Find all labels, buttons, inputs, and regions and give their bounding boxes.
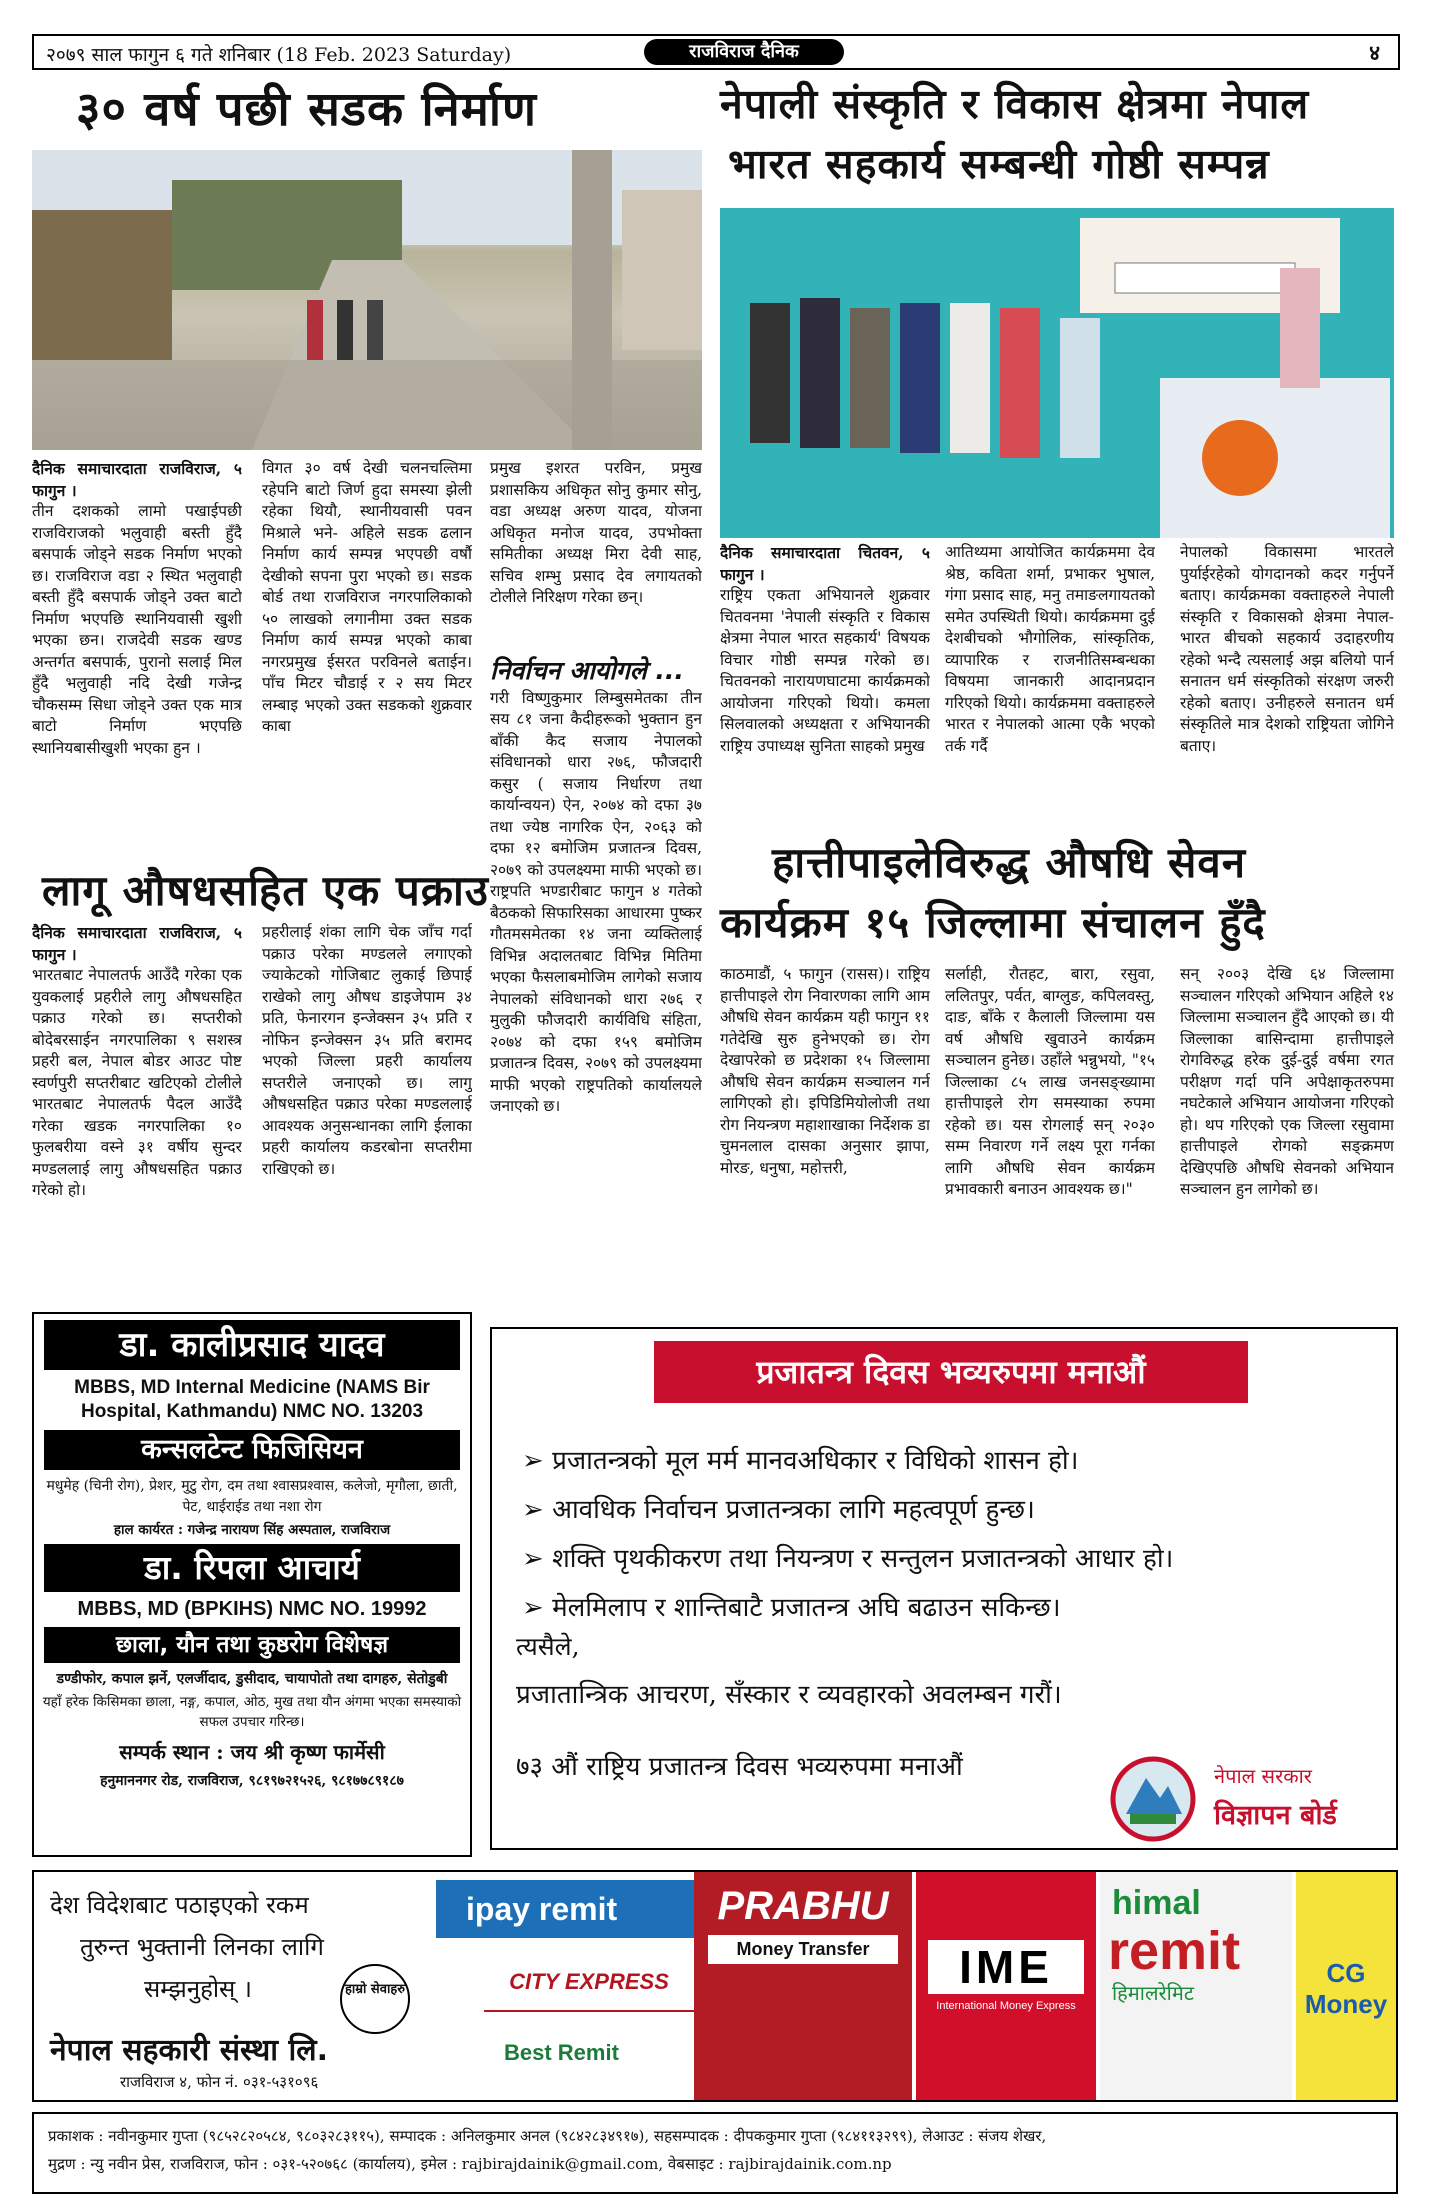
story1-text-1: तीन दशकको लामो पखाईपछी राजविराजको भलुवाही बस्ती हुँदै बसपार्क जोड्ने सडक निर्माण भएको छ। राजविराज वडा २ स्थित भलुवाही बस्ती हुँदै बसपार्क जोड्ने उक्त बाटो निर्माण भएपछि स्थानियवासी खुशी भएका छन। राजदेवी सडक खण्ड अन्तर्गत बसपार्क, पुरानो सलाई मिल हुँदै भलुवाही नदि देखी गजेन्द्र चौकसम्म सिधा जोड्ने उक्त एक मात्र बाटो निर्माण भएपछि स्थानियबासीखुशी भएका हुन ।	[32, 502, 242, 757]
imprint-footer	[32, 2112, 1398, 2194]
page-number: ४	[1369, 40, 1380, 65]
remit-text-line1: देश विदेशबाट पठाइएको रकम	[50, 1891, 309, 1919]
democracy-day-advertisement	[490, 1327, 1398, 1850]
seminar-photo	[720, 208, 1394, 538]
story4-column-2	[945, 964, 1155, 1314]
imprint-line2: मुद्रण : न्यु नवीन प्रेस, राजविराज, फोन : ०३१-५२०७६८ (कार्यालय), इमेल : rajbirajdainik@gmail.com, वेबसाइट : rajbirajdainik.com.np	[48, 2155, 892, 2173]
masthead: राजविराज दैनिक	[644, 39, 844, 65]
nepal-emblem-icon	[1108, 1754, 1198, 1844]
release-subhead: निर्वाचन आयोगले ...	[490, 656, 684, 685]
services-badge: हाम्रो सेवाहरु	[340, 1964, 410, 2034]
best-remit-logo: Best Remit	[504, 2040, 619, 2065]
cooperative-address: राजविराज ४, फोन नं. ०३१-५३१०९६	[120, 2073, 319, 2091]
ipay-remit-logo: ipay remit	[436, 1880, 694, 1938]
arrow-icon: ➢	[522, 1495, 553, 1525]
story2-column-2	[945, 542, 1155, 832]
doctor2-title: छाला, यौन तथा कुष्ठरोग विशेषज्ञ	[44, 1627, 460, 1663]
himal-remit-logo: himal remit हिमालरेमिट	[1100, 1872, 1292, 2100]
doctor2-treatment: यहाँ हरेक किसिमका छाला, नङ्ग, कपाल, ओठ, मुख तथा यौन अंगमा भएका समस्याको सफल उपचार गरिन्छ।	[42, 1694, 462, 1730]
city-express-logo: CITY EXPRESS	[484, 1952, 694, 2012]
remit-text-line3: सम्झनुहोस् ।	[144, 1975, 252, 2003]
doctor1-title: कन्सलटेन्ट फिजिसियन	[44, 1430, 460, 1470]
prabhu-logo: PRABHU Money Transfer	[694, 1872, 912, 2100]
cooperative-name: नेपाल सहकारी संस्था लि.	[50, 2033, 328, 2068]
story1-text-2: विगत ३० वर्ष देखी चलनचल्तिमा रहेपनि बाटो जिर्ण हुदा समस्या झेली रहेका थियौ, स्थानीयवासी पवन मिश्राले भने- अहिले सडक ढलान निर्माण कार्य सम्पन्न भएपछी वर्षौ देखीको सपना पुरा भएको छ। सडक बोर्ड तथा राजविराज नगरपालिकाको ५० लाखको लगानीमा उक्त सडक निर्माण कार्य सम्पन्न भएको काबा नगरप्रमुख ईसरत परविनले बताईन। पाँच मिटर चौडाई र २ सय मिटर लम्बाइ भएको उक्त सडकको शुक्रवार काबा	[262, 459, 472, 735]
page-header	[32, 34, 1400, 70]
story2-column-3	[1180, 542, 1394, 832]
story2-text-1: राष्ट्रिय एकता अभियानले शुक्रवार चितवनमा 'नेपाली संस्कृति र विकास क्षेत्रमा नेपाल भारत सहकार्य' विषयक विचार गोष्ठी सम्पन्न गरेको छ। चितवनको नारायणघाटमा कार्यक्रमको आयोजना गरिएको थियो। कमला सिलवालको अध्यक्षता र अभियानकी राष्ट्रिय उपाध्यक्ष सुनिता साहको प्रमुख	[720, 586, 930, 755]
story2-byline: दैनिक समाचारदाता चितवन, ५ फागुन ।	[720, 543, 930, 584]
story2-text-3: नेपालको विकासमा भारतले पुर्याईरहेको योगदानको कदर गर्नुपर्ने बताए। कार्यक्रमका वक्ताहरुले नेपाली संस्कृति र विकासको क्षेत्रमा नेपाल-भारत बीचको सहकार्य उदाहरणीय रहेको भन्दै त्यसलाई अझ बलियो पार्न सनातन धर्म संस्कृतिको संरक्षण जरुरी रहेको बताए। उनीहरुले सनातन धर्म संस्कृतिले मात्र देशको राष्ट्रियता जोगिने बताए।	[1180, 543, 1394, 755]
story4-text-2: सर्लाही, रौतहट, बारा, रसुवा, ललितपुर, पर्वत, बाग्लुङ, कपिलवस्तु, दाङ, बाँके र कैलाली जिल्लामा यस वर्ष औषधि खुवाउने कार्यक्रम सञ्चालन हुनेछ। उहाँले भन्नुभयो, "१५ जिल्लाका ८५ लाख जनसङ्ख्यामा हात्तीपाइले रोग समस्याका रुपमा रहेको छ। यस रोगलाई सन् २०३० सम्म निवारण गर्ने लक्ष्य पूरा गर्नका लागि औषधि सेवन कार्यक्रम प्रभावकारी बनाउन आवश्यक छ।"	[945, 965, 1155, 1198]
road-photo	[32, 150, 702, 450]
story1-column-1	[32, 458, 242, 858]
doctor1-name: डा. कालीप्रसाद यादव	[44, 1320, 460, 1370]
ime-logo: IME International Money Express	[916, 1872, 1096, 2100]
doctor2-services: डण्डीफोर, कपाल झर्ने, एलर्जीदाद, डुसीदाद, चायापोतो तथा दागहरु, सेतोडुबी	[56, 1671, 448, 1687]
story4-headline-line1: हात्तीपाइलेविरुद्ध औषधि सेवन	[772, 838, 1247, 887]
arrow-icon: ➢	[522, 1593, 553, 1623]
contact-address: हनुमाननगर रोड, राजविराज, ९८१९७२१५२६, ९८१७७८९१८७	[100, 1773, 404, 1789]
story1-column-3	[490, 458, 702, 668]
story3-text-1: भारतबाट नेपालतर्फ आउँदै गरेका एक युवकलाई प्रहरीले लागु औषधसहित पक्राउ गरेको छ। सप्तरीको बोदेबरसाईन नगरपालिका ९ सशस्त्र प्रहरी बल, नेपाल बोडर आउट पोष्ट स्वर्णपुरी सप्तरीबाट खटिएको टोलीले भारतबाट नेपालतर्फ पैदल आउँदै गरेका खडक नगरपालिका १० फुलबरीया वस्ने ३१ वर्षीय सुन्दर मण्डललाई लागु औषधसहित पक्राउ गरेको हो।	[32, 966, 242, 1199]
doctor1-current: हाल कार्यरत : गजेन्द्र नारायण सिंह अस्पताल, राजविराज	[113, 1522, 391, 1538]
doctor-advertisement	[32, 1312, 472, 1857]
remittance-advertisement	[32, 1870, 1398, 2102]
ad-appeal: प्रजातान्त्रिक आचरण, सँस्कार र व्यवहारको अवलम्बन गरौं।	[516, 1680, 1062, 1710]
ad-point: ➢ शक्ति पृथकीकरण तथा नियन्त्रण र सन्तुलन प्रजातन्त्रको आधार हो।	[522, 1544, 1174, 1574]
release-text: गरी विष्णुकुमार लिम्बुसमेतका तीन सय ८१ जना कैदीहरूको भुक्तान हुन बाँकी कैद सजाय नेपालको संविधानको धारा २७६, फौजदारी कसुर ( सजाय निर्धारण तथा कार्यान्वयन) ऐन, २०७४ को दफा ३७ तथा ज्येष्ठ नागरिक ऐन, २०६३ को दफा १२ बमोजिम प्रजातन्त्र दिवस, २०७९ को उपलक्ष्यमा माफी भएको छ। राष्ट्रपति भण्डारीबाट फागुन ४ गतेको बैठकको सिफारिसका आधारमा पुष्कर गौतमसमेतका १४ जना व्यक्तिलाई विभिन्न अदालतबाट विभिन्न मितिमा भएका फैसलाबमोजिम लागेको सजाय नेपालको संविधानको धारा २७६ र मुलुकी फौजदारी कार्यविधि संहिता, २०७४ को दफा १५९ बमोजिम प्रजातन्त्र दिवस, २०७९ को उपलक्ष्यमा माफी भएको राष्ट्रपतिको कार्यालयले जनाएको छ।	[490, 688, 702, 1115]
story4-column-1	[720, 964, 930, 1314]
arrow-icon: ➢	[522, 1544, 553, 1574]
story1-column-2	[262, 458, 472, 858]
story4-headline-line2: कार्यक्रम १५ जिल्लामा संचालन हुँदै	[720, 898, 1266, 947]
remit-text-line2: तुरुन्त भुक्तानी लिनका लागि	[80, 1933, 324, 1961]
doctor1-services: मधुमेह (चिनी रोग), प्रेशर, मुटु रोग, दम तथा श्वासप्रश्वास, कलेजो, मृगौला, छाती, पेट, थाईराईड तथा नशा रोग	[46, 1478, 458, 1515]
ad-point: ➢ प्रजातन्त्रको मूल मर्म मानवअधिकार र विधिको शासन हो।	[522, 1446, 1079, 1476]
ad-therefore: त्यसैले,	[516, 1632, 580, 1661]
ad-closing: ७३ औं राष्ट्रिय प्रजातन्त्र दिवस भव्यरुपमा मनाऔं	[516, 1752, 963, 1782]
doctor2-name: डा. रिपला आचार्य	[44, 1544, 460, 1592]
story4-text-1: काठमाडौं, ५ फागुन (रासस)। राष्ट्रिय हात्तीपाइले रोग निवारणका लागि आम औषधि सेवन कार्यक्रम यही फागुन ११ गतेदेखि सुरु हुनेभएको छ। रोग देखापरेको छ प्रदेशका १५ जिल्लामा औषधि सेवन कार्यक्रम सञ्चालन गर्न लागिएको हो। इपिडिमियोलोजी तथा रोग नियन्त्रण महाशाखाका निर्देशक डा चुमनलाल दासका अनुसार झापा, मोरङ, धनुषा, महोत्तरी,	[720, 965, 930, 1177]
doctor2-qualification: MBBS, MD (BPKIHS) NMC NO. 19992	[77, 1598, 427, 1620]
story3-column-2	[262, 922, 472, 1310]
arrow-icon: ➢	[522, 1446, 553, 1476]
ad-points	[522, 1437, 1382, 1633]
story2-headline-line2: भारत सहकार्य सम्बन्धी गोष्ठी सम्पन्न	[728, 140, 1270, 188]
story3-column-1	[32, 922, 242, 1310]
release-column	[490, 652, 702, 1314]
story2-column-1	[720, 542, 930, 832]
issue-date: २०७९ साल फागुन ६ गते शनिबार (18 Feb. 2023 Saturday)	[46, 44, 512, 66]
ad-point: ➢ आवधिक निर्वाचन प्रजातन्त्रका लागि महत्वपूर्ण हुन्छ।	[522, 1495, 1035, 1525]
story3-headline: लागू औषधसहित एक पक्राउ	[42, 866, 489, 915]
doctor1-qualification: MBBS, MD Internal Medicine (NAMS Bir Hospital, Kathmandu) NMC NO. 13203	[74, 1377, 430, 1422]
ad-org-line2: विज्ञापन बोर्ड	[1214, 1800, 1337, 1831]
ad-title: प्रजातन्त्र दिवस भव्यरुपमा मनाऔं	[654, 1341, 1248, 1403]
story2-headline-line1: नेपाली संस्कृति र विकास क्षेत्रमा नेपाल	[720, 80, 1310, 128]
imprint-line1: प्रकाशक : नवीनकुमार गुप्ता (९८५२८२०५८४, ९८०३२८३११५), सम्पादक : अनिलकुमार अनल (९८४२८३४९१७), सहसम्पादक : दीपककुमार गुप्ता (९८४११३२९९), लेआउट : संजय शेखर,	[48, 2127, 1047, 2145]
story1-text-3: प्रमुख इशरत परविन, प्रमुख प्रशासकिय अधिकृत सोनु कुमार सोनु, वडा अध्यक्ष अरुण यादव, योजना अधिकृत मनोज यादव, उपभोक्ता समितीका अध्यक्ष मिरा देवी साह, सचिव शम्भु प्रसाद देव लगायतको टोलीले निरिक्षण गरेका छन्।	[490, 459, 702, 606]
story4-text-3: सन् २००३ देखि ६४ जिल्लामा सञ्चालन गरिएको अभियान अहिले १४ जिल्लामा सञ्चालन हुँदै आएको छ। यी जिल्लाका बासिन्दामा हात्तीपाइले रोगविरुद्ध हरेक दुई-दुई वर्षमा रगत परीक्षण गर्दा पनि अपेक्षाकृतरुपमा नघटेकाले अभियान आयोजना गरिएको हो। थप गरिएको एक जिल्ला रसुवामा हात्तीपाइले रोगको सङ्क्रमण देखिएपछि औषधि सेवनको अभियान सञ्चालन हुन लागेको छ।	[1180, 965, 1394, 1198]
ad-point: ➢ मेलमिलाप र शान्तिबाटै प्रजातन्त्र अघि बढाउन सकिन्छ।	[522, 1593, 1061, 1623]
ad-org-line1: नेपाल सरकार	[1214, 1764, 1312, 1788]
story2-text-2: आतिथ्यमा आयोजित कार्यक्रममा देव श्रेष्ठ, कविता शर्मा, प्रभाकर भुषाल, गंगा प्रसाद साह, मनु तमाङलगायतको समेत उपस्थिती थियो। कार्यक्रममा दुई देशबीचको भौगोलिक, सांस्कृतिक, व्यापारिक र राजनीतिसम्बन्धका विषयमा जानकारी आदानप्रदान गरिएको थियो। कार्यक्रममा वक्ताहरुले भारत र नेपालको आत्मा एकै भएको तर्क गर्दै	[945, 543, 1155, 755]
cg-money-logo: CG Money	[1296, 1872, 1396, 2100]
story1-headline: ३० वर्ष पछी सडक निर्माण	[76, 82, 537, 137]
story1-byline: दैनिक समाचारदाता राजविराज, ५ फागुन ।	[32, 459, 242, 500]
story3-byline: दैनिक समाचारदाता राजविराज, ५ फागुन ।	[32, 923, 242, 964]
story4-column-3	[1180, 964, 1394, 1314]
contact-location: सम्पर्क स्थान : जय श्री कृष्ण फार्मेसी	[119, 1740, 385, 1764]
story3-text-2: प्रहरीलाई शंका लागि चेक जाँच गर्दा पक्राउ परेका मण्डलले लगाएको ज्याकेटको गोजिबाट लुकाई छिपाई राखेको लागु औषध डाइजेपाम ३४ प्रति, फेनारगन इन्जेक्सन ३५ प्रति र नोफिन इन्जेक्सन ३५ प्रति बरामद भएको जिल्ला प्रहरी कार्यालय सप्तरीले जनाएको छ। लागु औषधसहित पक्राउ परेका मण्डललाई आवश्यक अनुसन्धानका लागि ईलाका प्रहरी कार्यालय कडरबोना सप्तरीमा राखिएको छ।	[262, 923, 472, 1178]
